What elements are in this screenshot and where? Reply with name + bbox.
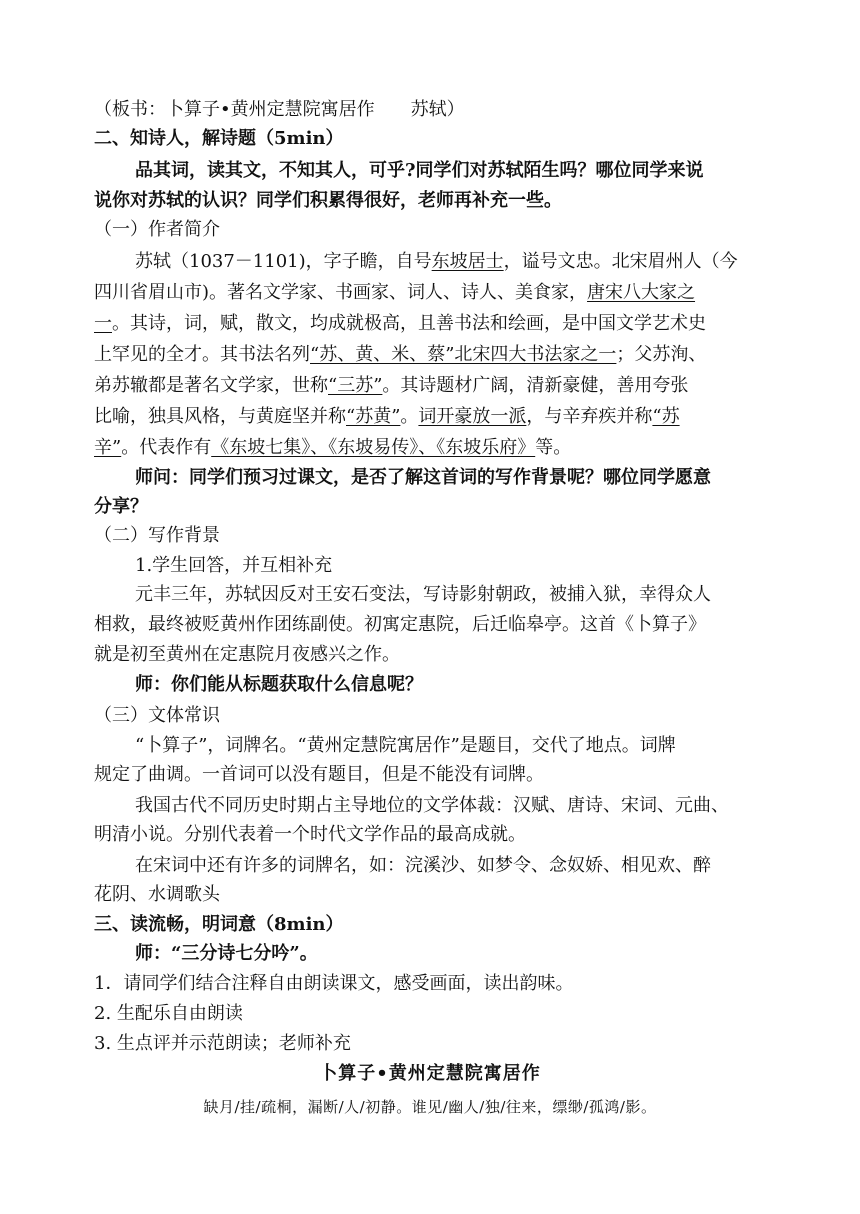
step-3: 3. 生点评并示范朗读；老师补充 <box>94 1033 351 1054</box>
intro-line-1: 品其词，读其文，不知其人，可乎?同学们对苏轼陌生吗？哪位同学来说 <box>135 160 704 181</box>
bio-underlined: “三苏” <box>328 375 383 396</box>
bio-text: 。其诗，词，赋，散文，均成就极高，且善书法和绘画，是中国文学艺术史 <box>112 313 706 334</box>
bio-text: ，谥号文忠。北宋眉州人（今 <box>503 251 738 272</box>
sub-heading-author: （一）作者简介 <box>94 219 220 240</box>
intro-line-2: 说你对苏轼的认识？同学们积累得很好，老师再补充一些。 <box>94 190 562 211</box>
section3-heading: 三、读流畅，明词意（8min） <box>94 914 344 935</box>
background-line-2: 相救，最终被贬黄州作团练副使。初寓定惠院，后迁临皋亭。这首《卜算子》 <box>94 614 706 635</box>
genre-line-1: “卜算子”，词牌名。“黄州定慧院寓居作”是题目，交代了地点。词牌 <box>135 735 676 756</box>
background-line-1: 元丰三年，苏轼因反对王安石变法，写诗影射朝政，被捕入狱，幸得众人 <box>135 584 711 605</box>
genre-line-2: 规定了曲调。一首词可以没有题目，但是不能没有词牌。 <box>94 764 544 785</box>
bio-underlined: 词开豪放一派 <box>418 406 527 427</box>
bio-underlined: “苏、黄、米、蔡”北宋四大书法家之一 <box>310 344 617 365</box>
poem-title: 卜算子•黄州定慧院寓居作 <box>319 1063 541 1084</box>
bio-text: 。其诗题材广阔，清新豪健，善用夸张 <box>382 375 689 396</box>
bio-line-1 <box>135 249 815 275</box>
bio-underlined: 《东坡七集》、《东坡易传》、《东坡乐府》 <box>211 437 536 458</box>
background-point-1: 1.学生回答，并互相补充 <box>135 555 333 576</box>
step-1: 1．请同学们结合注释自由朗读课文，感受画面，读出韵味。 <box>94 973 574 994</box>
genre-line-5: 在宋词中还有许多的词牌名，如：浣溪沙、如梦令、念奴娇、相见欢、醉 <box>135 855 711 876</box>
genre-line-3: 我国古代不同历史时期占主导地位的文学体裁：汉赋、唐诗、宋词、元曲、 <box>135 795 729 816</box>
bio-line-7 <box>94 435 774 461</box>
background-line-3: 就是初至黄州在定惠院月夜感兴之作。 <box>94 644 400 665</box>
bio-text: 。代表作有 <box>121 437 212 458</box>
genre-line-6: 花阴、水调歌头 <box>94 884 220 905</box>
bio-text: 。 <box>400 406 419 427</box>
bio-text: 上罕见的全才。其书法名列 <box>94 344 310 365</box>
bio-text: ，与辛弃疾并称 <box>526 406 653 427</box>
board-note: （板书：卜算子•黄州定慧院寓居作 苏轼） <box>94 99 465 120</box>
bio-underlined: 唐宋八大家之 <box>587 282 696 303</box>
bio-text: 四川省眉山市)。著名文学家、书画家、词人、诗人、美食家， <box>94 282 588 303</box>
bio-line-3 <box>94 311 774 337</box>
teacher-question-1-line-2: 分享？ <box>94 496 148 517</box>
bio-underlined: 一 <box>94 313 112 334</box>
bio-text: 比喻，独具风格，与黄庭坚并称 <box>94 406 346 427</box>
sub-heading-genre: （三）文体常识 <box>94 705 220 726</box>
section2-heading: 二、知诗人，解诗题（5min） <box>94 128 344 149</box>
bio-underlined: 辛” <box>94 437 122 458</box>
sub-heading-background: （二）写作背景 <box>94 525 220 546</box>
bio-line-5 <box>94 373 774 399</box>
bio-text: 苏轼（1037－1101)，字子瞻，自号 <box>135 251 432 272</box>
bio-line-4 <box>94 342 774 368</box>
bio-underlined: “苏 <box>652 406 680 427</box>
bio-text: ；父苏洵、 <box>616 344 707 365</box>
poem-line-1: 缺月/挂/疏桐，漏断/人/初静。谁见/幽人/独/往来，缥缈/孤鸿/影。 <box>203 1098 657 1116</box>
bio-line-6 <box>94 404 774 430</box>
teacher-question-1-line-1: 师问：同学们预习过课文，是否了解这首词的写作背景呢？哪位同学愿意 <box>135 467 711 488</box>
bio-text: 等。 <box>535 437 572 458</box>
teacher-line: 师：“三分诗七分吟”。 <box>135 943 318 964</box>
step-2: 2. 生配乐自由朗读 <box>94 1003 243 1024</box>
bio-underlined: “苏黄” <box>346 406 401 427</box>
bio-line-2 <box>94 280 774 306</box>
bio-text: 弟苏辙都是著名文学家，世称 <box>94 375 328 396</box>
teacher-question-2: 师：你们能从标题获取什么信息呢？ <box>135 674 423 695</box>
genre-line-4: 明清小说。分别代表着一个时代文学作品的最高成就。 <box>94 824 526 845</box>
bio-underlined: 东坡居士 <box>431 251 504 272</box>
